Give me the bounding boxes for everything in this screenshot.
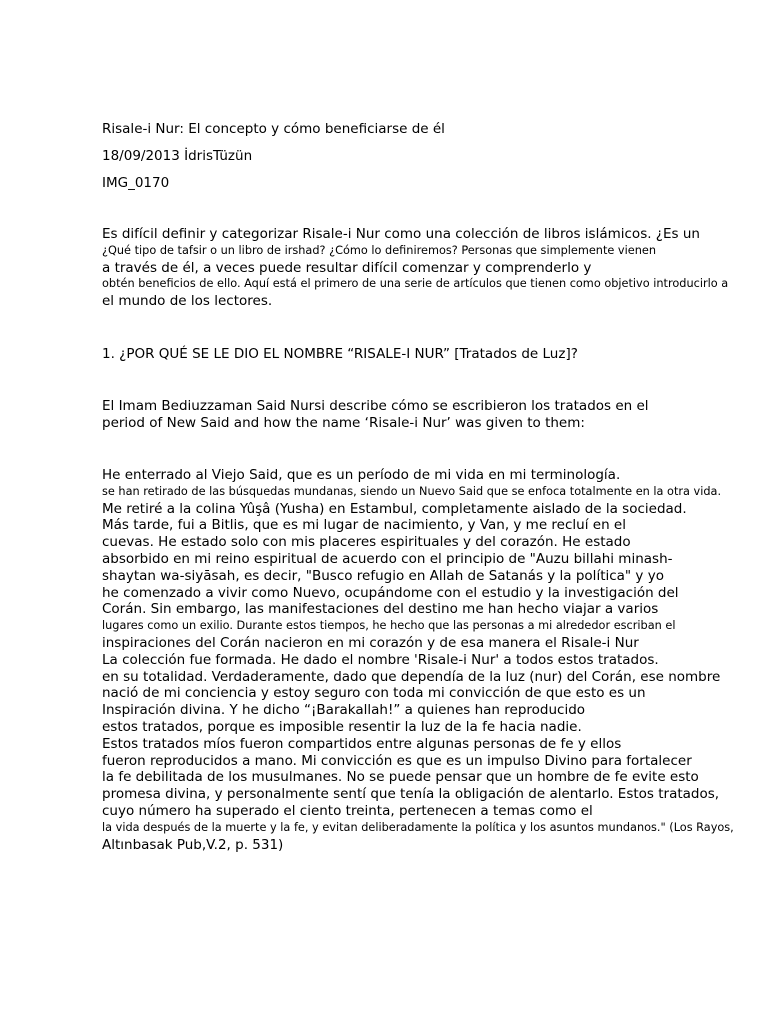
text-line: El Imam Bediuzzaman Said Nursi describe cómo se escribieron los tratados en el (102, 398, 649, 414)
text-line: en su totalidad. Verdaderamente, dado que dependía de la luz (nur) del Corán, ese nombre (102, 668, 721, 685)
text-line: se han retirado de las búsquedas mundanas, siendo un Nuevo Said que se enfoca totalmente en la otra vida. (102, 484, 722, 498)
text-line: cuyo número ha superado el ciento treinta, pertenecen a temas como el (102, 802, 593, 819)
text-line: he comenzado a vivir como Nuevo, ocupándome con el estudio y la investigación del (102, 584, 679, 601)
text-line: nació de mi conciencia y estoy seguro con toda mi convicción de que esto es un (102, 685, 646, 702)
document-title: Risale-i Nur: El concepto y cómo beneficiarse de él (102, 121, 445, 137)
text-line: lugares como un exilio. Durante estos tiempos, he hecho que las personas a mi alrededor escriban el (102, 619, 676, 633)
text-line: absorbido en mi reino espiritual de acuerdo con el principio de "Auzu billahi minash- (102, 550, 673, 567)
quote-paragraph (102, 467, 762, 853)
text-line: Estos tratados míos fueron compartidos entre algunas personas de fe y ellos (102, 735, 622, 752)
text-line: Corán. Sin embargo, las manifestaciones del destino me han hecho viajar a varios (102, 601, 659, 618)
text-line: period of New Said and how the name ‘Risale-i Nur’ was given to them: (102, 414, 585, 431)
intro-paragraph (102, 226, 762, 310)
text-line: obtén beneficios de ello. Aquí está el primero de una serie de artículos que tienen como objetivo introducirlo a (102, 277, 729, 291)
text-line: ¿Qué tipo de tafsir o un libro de irshad? ¿Cómo lo definiremos? Personas que simplemente vienen (102, 243, 656, 257)
text-line: Más tarde, fui a Bitlis, que es mi lugar de nacimiento, y Van, y me recluí en el (102, 517, 626, 534)
text-line: He enterrado al Viejo Said, que es un período de mi vida en mi terminología. (102, 467, 621, 483)
image-caption: IMG_0170 (102, 175, 170, 191)
text-line: fueron reproducidos a mano. Mi convicción es que es un impulso Divino para fortalecer (102, 752, 692, 769)
section-intro (102, 398, 762, 432)
text-line: la vida después de la muerte y la fe, y evitan deliberadamente la política y los asuntos mundanos." (Los Rayos, (102, 820, 734, 834)
section-heading: 1. ¿POR QUÉ SE LE DIO EL NOMBRE “RISALE-I NUR” [Tratados de Luz]? (102, 346, 578, 362)
text-line: La colección fue formada. He dado el nombre 'Risale-i Nur' a todos estos tratados. (102, 651, 659, 668)
text-line: a través de él, a veces puede resultar difícil comenzar y comprenderlo y (102, 259, 592, 276)
text-line: Me retiré a la colina Yûşâ (Yusha) en Estambul, completamente aislado de la sociedad. (102, 500, 687, 517)
text-line: Inspiración divina. Y he dicho “¡Barakallah!” a quienes han reproducido (102, 702, 586, 719)
text-line: inspiraciones del Corán nacieron en mi corazón y de esa manera el Risale-i Nur (102, 634, 639, 651)
text-line: la fe debilitada de los musulmanes. No se puede pensar que un hombre de fe evite esto (102, 769, 699, 786)
text-line: promesa divina, y personalmente sentí que tenía la obligación de alentarlo. Estos tratados, (102, 786, 720, 803)
text-line: el mundo de los lectores. (102, 293, 273, 310)
text-line: estos tratados, porque es imposible resentir la luz de la fe hacia nadie. (102, 718, 582, 735)
text-line: Altınbasak Pub,V.2, p. 531) (102, 836, 284, 853)
text-line: Es difícil definir y categorizar Risale-i Nur como una colección de libros islámicos. ¿Es un (102, 226, 700, 242)
date-author: 18/09/2013 İdrisTüzün (102, 148, 253, 164)
text-line: shaytan wa-siyāsah, es decir, "Busco refugio en Allah de Satanás y la política" y yo (102, 567, 664, 584)
text-line: cuevas. He estado solo con mis placeres espirituales y del corazón. He estado (102, 534, 631, 551)
